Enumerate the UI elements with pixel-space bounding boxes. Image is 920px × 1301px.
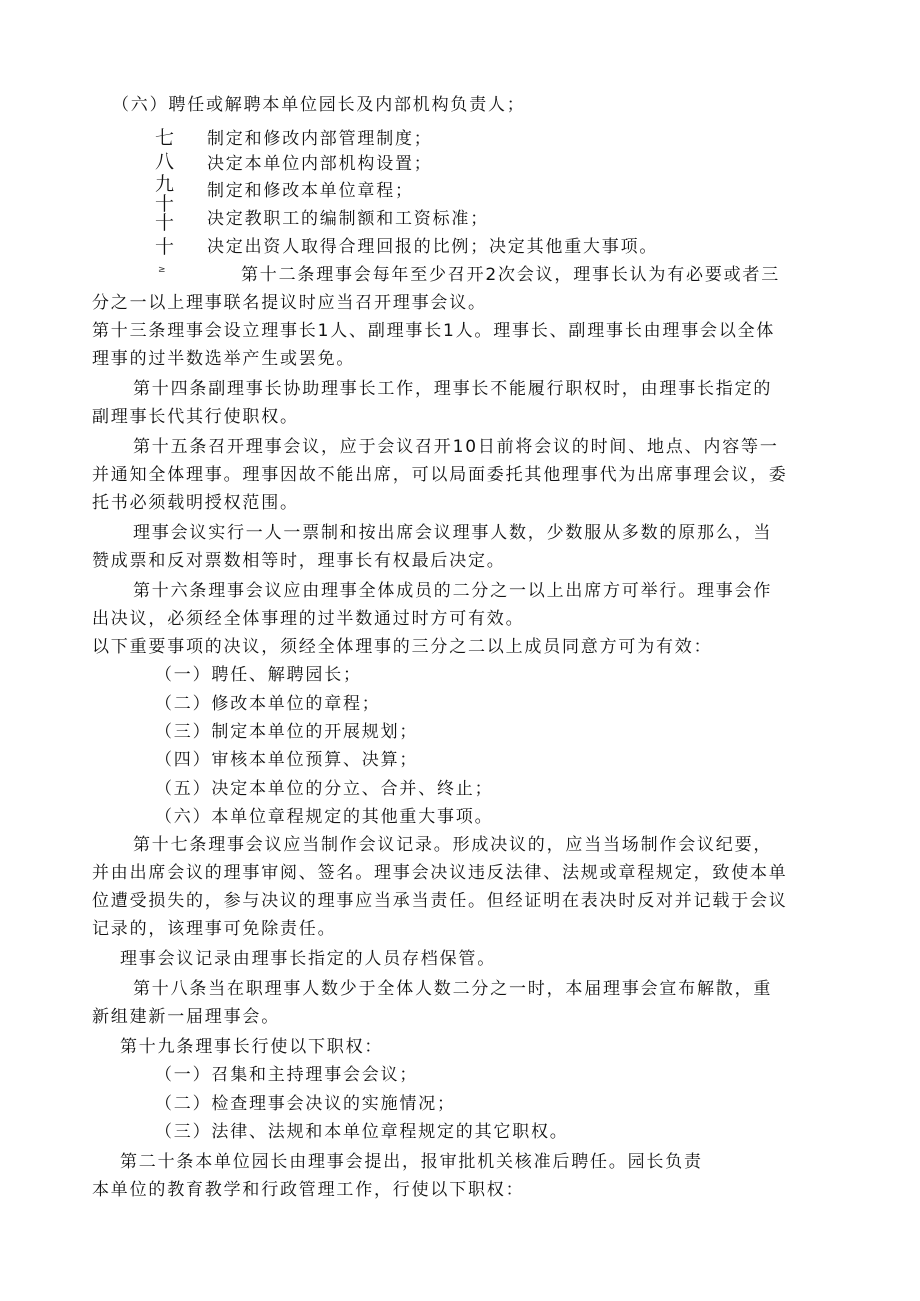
text-line: 第十四条副理事长协助理事长工作，理事长不能履行职权时，由理事长指定的 xyxy=(133,379,773,399)
text-line: （一）召集和主持理事会会议； xyxy=(155,1065,419,1085)
list-numeral: 九 xyxy=(155,173,175,195)
text-line: 决定本单位内部机构设置； xyxy=(207,154,433,174)
text-line: 新组建新一届理事会。 xyxy=(92,1007,280,1027)
text-line: （五）决定本单位的分立、合并、终止； xyxy=(155,779,494,799)
text-line: 第十九条理事长行使以下职权： xyxy=(120,1037,384,1057)
text-line: 赞成票和反对票数相等时，理事长有权最后决定。 xyxy=(92,551,506,571)
text-line: 并通知全体理事。理事因故不能出席，可以局面委托其他理事代为出席事理会议，委 xyxy=(92,465,788,485)
text-line: 决定教职工的编制额和工资标准； xyxy=(207,209,489,229)
list-numeral: 十 xyxy=(155,212,175,234)
text-line: 位遭受损失的，参与决议的理事应当承当责任。但经证明在表决时反对并记载于会议 xyxy=(92,891,788,911)
text-line: 制定和修改内部管理制度； xyxy=(207,129,433,149)
text-line: （三）制定本单位的开展规划； xyxy=(155,722,419,742)
text-line: 托书必须载明授权范围。 xyxy=(92,493,299,513)
text-line: 记录的，该理事可免除责任。 xyxy=(92,919,337,939)
text-line: 出决议，必须经全体事理的过半数通过时方可有效。 xyxy=(92,609,525,629)
list-numeral: 八 xyxy=(155,151,175,173)
text-line: 以下重要事项的决议，须经全体理事的三分之二以上成员同意方可为有效： xyxy=(92,637,713,657)
text-line: 分之一以上理事联名提议时应当召开理事会议。 xyxy=(92,293,487,313)
text-line: 决定出资人取得合理回报的比例；决定其他重大事项。 xyxy=(207,237,659,257)
text-line: 副理事长代其行使职权。 xyxy=(92,407,299,427)
list-numeral: 七 xyxy=(155,127,175,149)
text-line: （一）聘任、解聘园长； xyxy=(155,665,362,685)
text-line: 制定和修改本单位章程； xyxy=(207,181,414,201)
text-line: （六）聘任或解聘本单位园长及内部机构负责人； xyxy=(112,95,526,115)
text-line: 理事会议实行一人一票制和按出席会议理事人数，少数服从多数的原那么，当 xyxy=(133,523,773,543)
text-line: 本单位的教育教学和行政管理工作，行使以下职权： xyxy=(92,1180,525,1200)
text-line: （六）本单位章程规定的其他重大事项。 xyxy=(155,807,494,827)
text-line: 第十八条当在职理事人数少于全体人数二分之一时，本届理事会宣布解散，重 xyxy=(133,979,773,999)
text-line: 第十六条理事会议应由理事全体成员的二分之一以上出席方可举行。理事会作 xyxy=(133,581,773,601)
text-line: 并由出席会议的理事审阅、签名。理事会决议违反法律、法规或章程规定，致使本单 xyxy=(92,863,788,883)
text-line: （四）审核本单位预算、决算； xyxy=(155,750,419,770)
list-numeral: 十 xyxy=(155,193,175,215)
text-line: （二）修改本单位的章程； xyxy=(155,694,381,714)
list-numeral: 十 xyxy=(155,236,175,258)
text-line: 第十三条理事会设立理事长1人、副理事长1人。理事长、副理事长由理事会以全体 xyxy=(92,321,776,341)
small-mark: ≥ xyxy=(158,265,166,275)
text-line: 第二十条本单位园长由理事会提出，报审批机关核准后聘任。园长负责 xyxy=(120,1152,703,1172)
text-line: 第十二条理事会每年至少召开2次会议，理事长认为有必要或者三 xyxy=(241,265,781,285)
text-line: 第十七条理事会议应当制作会议记录。形成决议的，应当当场制作会议纪要， xyxy=(133,835,773,855)
text-line: 理事的过半数选举产生或罢免。 xyxy=(92,349,356,369)
text-line: 第十五条召开理事会议，应于会议召开10日前将会议的时间、地点、内容等一 xyxy=(133,437,779,457)
text-line: 理事会议记录由理事长指定的人员存档保管。 xyxy=(120,949,496,969)
text-line: （三）法律、法规和本单位章程规定的其它职权。 xyxy=(155,1122,569,1142)
text-line: （二）检查理事会决议的实施情况； xyxy=(155,1094,456,1114)
